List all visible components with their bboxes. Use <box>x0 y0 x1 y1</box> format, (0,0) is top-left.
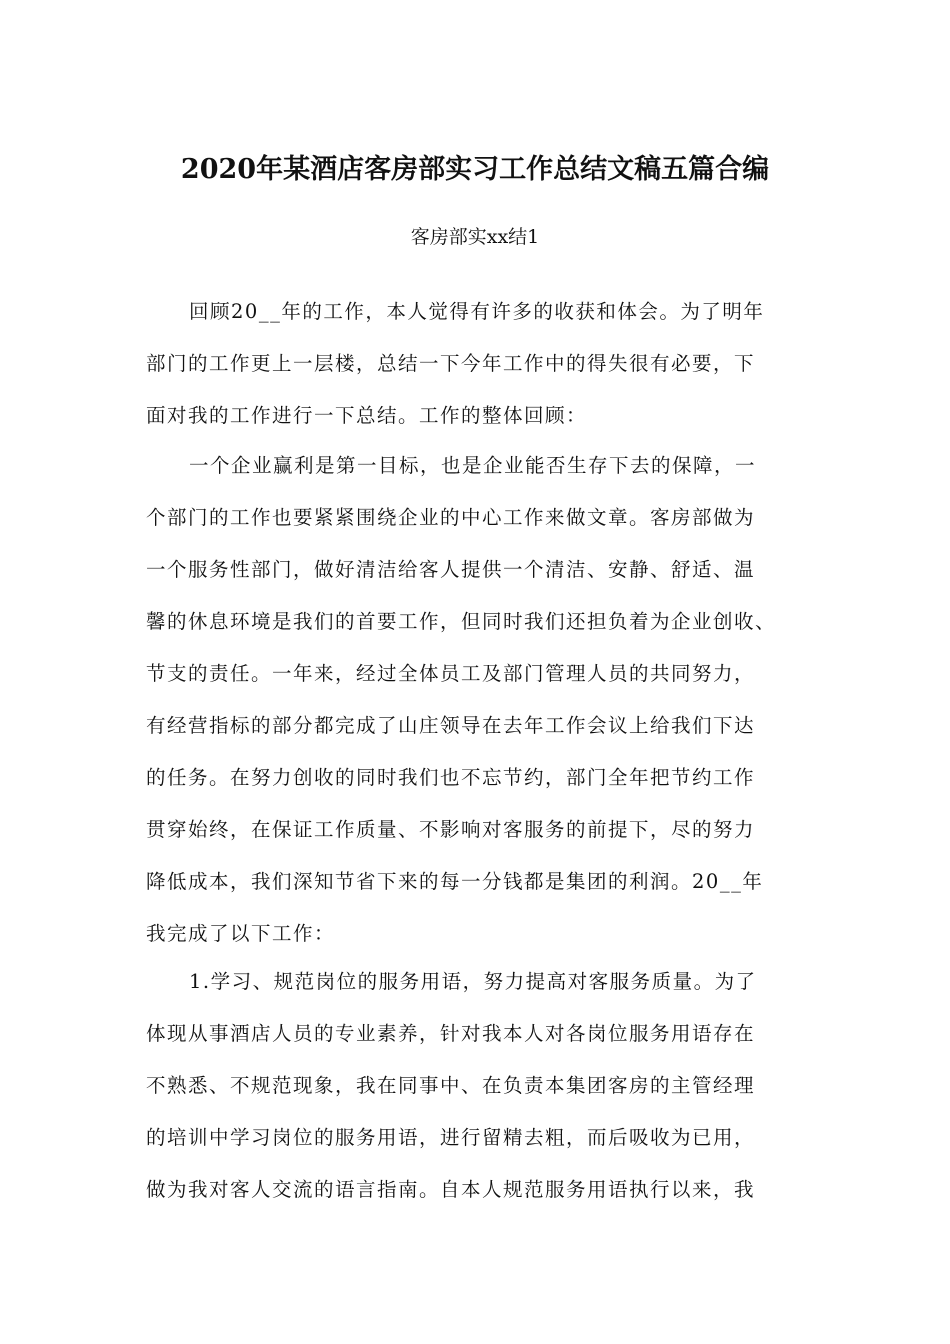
paragraph-1 <box>146 286 806 442</box>
paragraph-line: 一个企业赢利是第一目标，也是企业能否生存下去的保障，一 <box>189 454 757 477</box>
paragraph-line: 做为我对客人交流的语言指南。自本人规范服务用语执行以来，我 <box>146 1178 756 1201</box>
document-title: 2020年某酒店客房部实习工作总结文稿五篇合编 <box>180 154 770 185</box>
paragraph-2 <box>146 440 806 960</box>
paragraph-line: 回顾20__年的工作，本人觉得有许多的收获和体会。为了明年 <box>189 300 765 323</box>
paragraph-line: 我完成了以下工作： <box>146 922 336 945</box>
paragraph-line: 个部门的工作也要紧紧围绕企业的中心工作来做文章。客房部做为 <box>146 506 756 529</box>
paragraph-line: 贯穿始终，在保证工作质量、不影响对客服务的前提下，尽的努力 <box>146 818 756 841</box>
paragraph-line: 有经营指标的部分都完成了山庄领导在去年工作会议上给我们下达 <box>146 714 756 737</box>
paragraph-line: 的培训中学习岗位的服务用语，进行留精去粗，而后吸收为已用， <box>146 1126 756 1149</box>
paragraph-3 <box>146 956 806 1216</box>
paragraph-line: 的任务。在努力创收的同时我们也不忘节约，部门全年把节约工作 <box>146 766 756 789</box>
paragraph-line: 不熟悉、不规范现象，我在同事中、在负责本集团客房的主管经理 <box>146 1074 756 1097</box>
paragraph-line: 一个服务性部门，做好清洁给客人提供一个清洁、安静、舒适、温 <box>146 558 756 581</box>
paragraph-line: 部门的工作更上一层楼，总结一下今年工作中的得失很有必要，下 <box>146 352 756 375</box>
paragraph-line: 1.学习、规范岗位的服务用语，努力提高对客服务质量。为了 <box>189 970 757 993</box>
paragraph-line: 馨的休息环境是我们的首要工作，但同时我们还担负着为企业创收、 <box>146 610 777 633</box>
paragraph-line: 降低成本，我们深知节省下来的每一分钱都是集团的利润。20__年 <box>146 870 764 893</box>
paragraph-line: 体现从事酒店人员的专业素养，针对我本人对各岗位服务用语存在 <box>146 1022 756 1045</box>
document-subtitle: 客房部实xx结1 <box>410 226 540 248</box>
paragraph-line: 面对我的工作进行一下总结。工作的整体回顾： <box>146 404 588 427</box>
paragraph-line: 节支的责任。一年来，经过全体员工及部门管理人员的共同努力， <box>146 662 756 685</box>
